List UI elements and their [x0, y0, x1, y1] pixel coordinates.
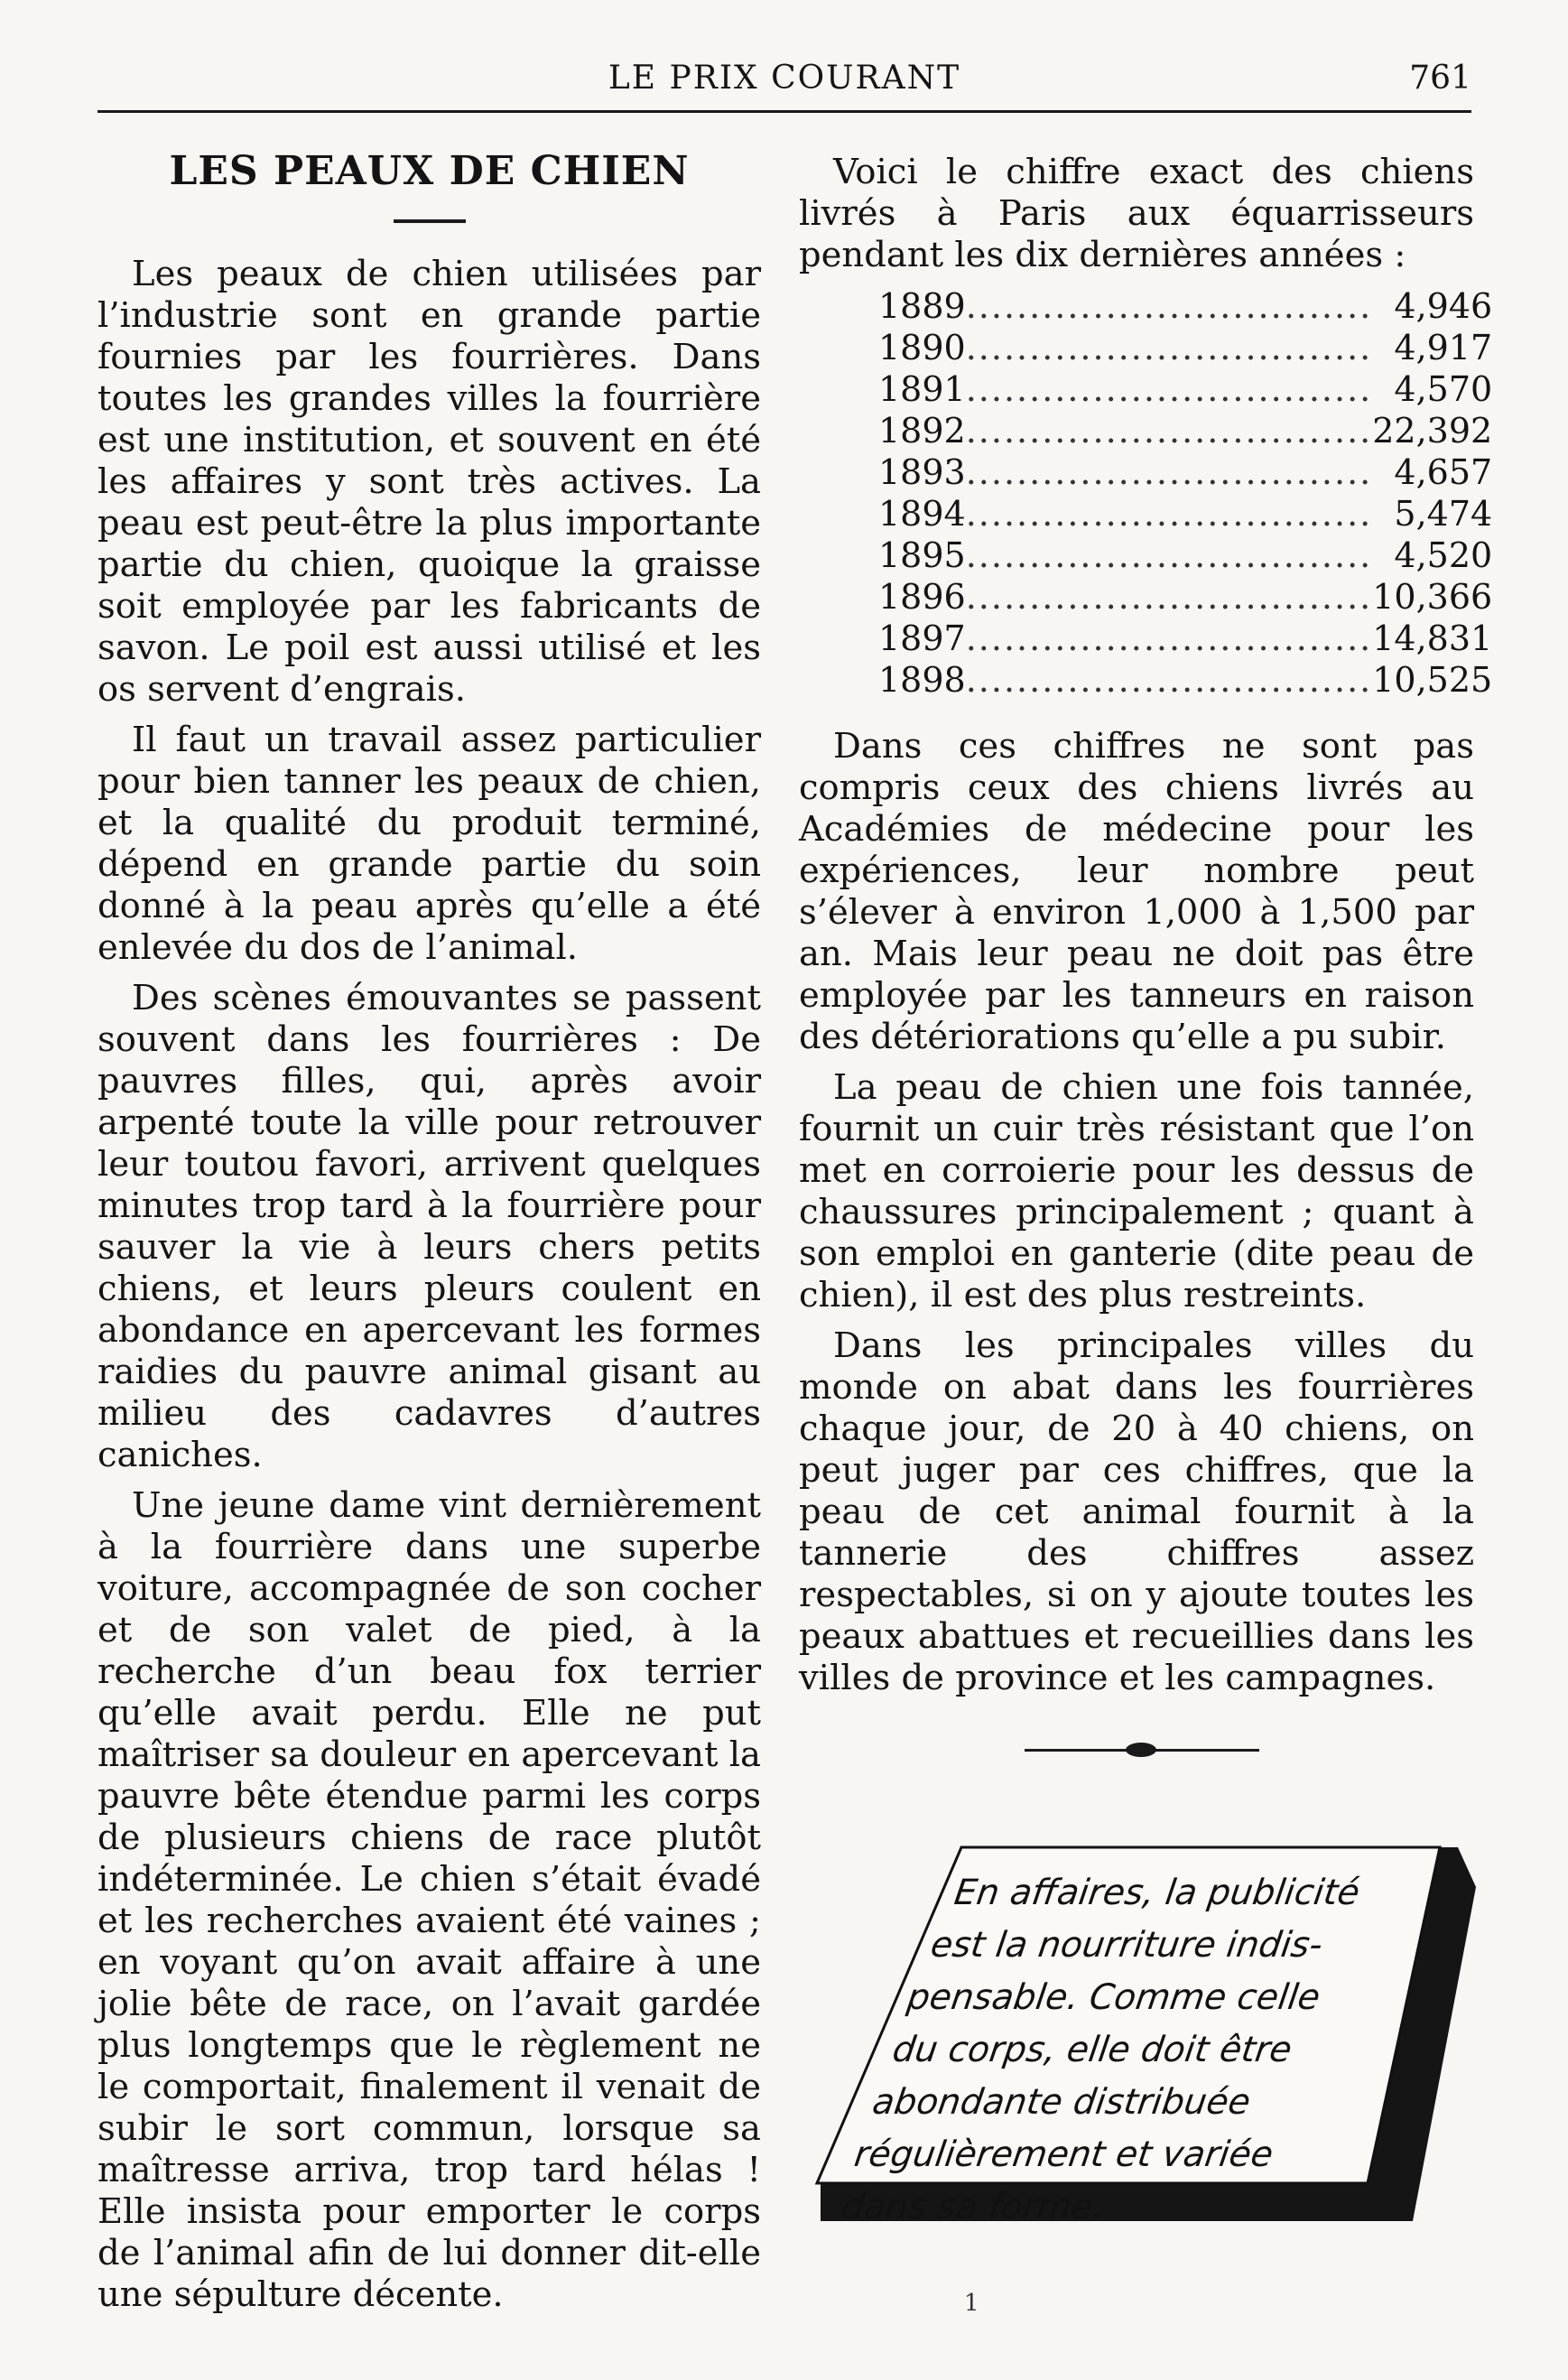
dot-leader: ................................	[965, 618, 1373, 658]
paragraph: Il faut un travail assez particulier pour bien tanner les peaux de chien, et la qualité du produit terminé, dépend en grande partie du soin donné à la peau après qu’elle a été enlevée du dos de l’animal.	[97, 720, 761, 968]
ad-line: régulièrement et variée	[851, 2134, 1276, 2175]
count-cell: 10,366	[1372, 577, 1493, 617]
year-cell: 1890	[878, 328, 966, 367]
running-title: LE PRIX COURANT	[608, 60, 961, 97]
ad-line: dans sa forme.	[839, 2187, 1108, 2227]
dot-leader: ................................	[965, 411, 1373, 451]
page-number: 761	[1409, 60, 1471, 97]
table-row	[878, 659, 1492, 701]
paragraph: Dans les principales villes du monde on abat dans les fourrières chaque jour, de 20 à 40 chiens, on peut juger par ces chiffres, que la peau de cet animal fournit à la tannerie des chiffres assez respectables, si on y ajoute toutes les peaux abattues et recueillies dans les villes de province et les campagnes.	[799, 1325, 1474, 1698]
footer-mark: 1	[964, 2290, 979, 2317]
count-cell: 10,525	[1372, 660, 1493, 700]
year-cell: 1898	[878, 660, 966, 700]
year-cell: 1891	[878, 369, 966, 409]
right-column	[799, 135, 1493, 1759]
dot-leader: ................................	[965, 535, 1373, 575]
table-intro: Voici le chiffre exact des chiens livrés à Paris aux équarrisseurs pendant les dix dernières années :	[799, 152, 1474, 275]
article-title: LES PEAUX DE CHIEN	[169, 148, 690, 194]
ad-line: pensable. Comme celle	[905, 1977, 1323, 2018]
year-cell: 1892	[878, 411, 966, 451]
count-cell: 14,831	[1372, 618, 1493, 658]
paragraph: La peau de chien une fois tannée, fournit un cuir très résistant que l’on met en corroierie pour les dessus de chaussures principalement ; quant à son emploi en ganterie (dite peau de chien), il est des plus restreints.	[799, 1067, 1474, 1316]
year-cell: 1894	[878, 494, 966, 534]
dot-leader: ................................	[965, 328, 1373, 367]
dot-leader: ................................	[965, 369, 1373, 409]
table-row	[878, 618, 1492, 659]
running-header	[97, 56, 1471, 113]
table-row	[878, 493, 1492, 535]
dot-leader: ................................	[965, 660, 1373, 700]
ad-line: En affaires, la publicité	[951, 1873, 1362, 1913]
year-cell: 1889	[878, 286, 966, 326]
paragraph: Des scènes émouvantes se passent souvent dans les fourrières : De pauvres filles, qui, après avoir arpenté toute la ville pour retrouver leur toutou favori, arrivent quelques minutes trop tard à la fourrière pour sauver la vie à leurs chers petits chiens, et leurs pleurs coulent en abondance en apercevant les formes raidies du pauvre animal gisant au milieu des cadavres d’autres caniches.	[97, 978, 761, 1475]
advertisement-box	[808, 1842, 1476, 2227]
title-rule	[394, 219, 466, 223]
dot-leader: ................................	[965, 494, 1373, 534]
dot-leader: ................................	[965, 452, 1373, 492]
year-cell: 1897	[878, 618, 966, 658]
section-ornament	[1025, 1741, 1259, 1759]
year-cell: 1895	[878, 535, 966, 575]
year-cell: 1893	[878, 452, 966, 492]
table-row	[878, 535, 1492, 576]
count-cell: 22,392	[1372, 411, 1493, 451]
count-cell: 4,657	[1394, 452, 1493, 492]
ad-line: abondante distribuée	[869, 2082, 1253, 2123]
count-cell: 4,946	[1394, 286, 1493, 326]
ad-text	[838, 1867, 1395, 2234]
left-column	[97, 135, 761, 2325]
table-row	[878, 327, 1492, 368]
year-cell: 1896	[878, 577, 966, 617]
ornament-dot	[1126, 1743, 1156, 1757]
table-row	[878, 576, 1492, 618]
count-cell: 5,474	[1394, 494, 1493, 534]
ad-line: du corps, elle doit être	[889, 2030, 1294, 2070]
count-cell: 4,520	[1394, 535, 1493, 575]
table-row	[878, 410, 1492, 451]
paragraph: Dans ces chiffres ne sont pas compris ceux des chiens livrés au Académies de médecine pour les expériences, leur nombre peut s’élever à environ 1,000 à 1,500 par an. Mais leur peau ne doit pas être employée par les tanneurs en raison des détériorations qu’elle a pu subir.	[799, 726, 1474, 1057]
table-row	[878, 368, 1492, 410]
dot-leader: ................................	[965, 577, 1373, 617]
dog-count-table	[878, 285, 1492, 701]
paragraph: Les peaux de chien utilisées par l’industrie sont en grande partie fournies par les fourrières. Dans toutes les grandes villes la fourrière est une institution, et souvent en été les affaires y sont très actives. La peau est peut-être la plus importante partie du chien, quoique la graisse soit employée par les fabricants de savon. Le poil est aussi utilisé et les os servent d’engrais.	[97, 254, 761, 710]
table-row	[878, 451, 1492, 493]
ad-line: est la nourriture indis-	[928, 1925, 1325, 1966]
dot-leader: ................................	[965, 286, 1373, 326]
table-row	[878, 285, 1492, 327]
count-cell: 4,570	[1394, 369, 1493, 409]
paragraph: Une jeune dame vint dernièrement à la fourrière dans une superbe voiture, accompagnée de son cocher et de son valet de pied, à la recherche d’un beau fox terrier qu’elle avait perdu. Elle ne put maîtriser sa douleur en apercevant la pauvre bête étendue parmi les corps de plusieurs chiens de race plutôt indéterminée. Le chien s’était évadé et les recherches avaient été vaines ; en voyant qu’on avait affaire à une jolie bête de race, on l’avait gardée plus longtemps que le règlement ne le comportait, finalement il venait de subir le sort commun, lorsque sa maîtresse arriva, trop tard hélas ! Elle insista pour emporter le corps de l’animal afin de lui donner dit-elle une sépulture décente.	[97, 1485, 761, 2315]
count-cell: 4,917	[1394, 328, 1493, 367]
